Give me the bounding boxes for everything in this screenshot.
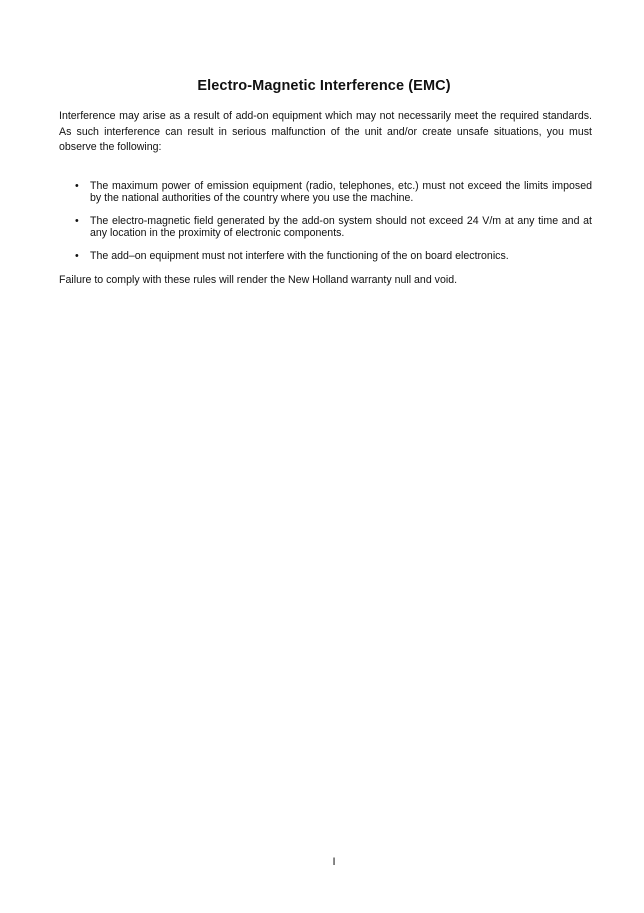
list-item-text: The add–on equipment must not interfere with the functioning of the on board electronics. bbox=[90, 250, 509, 262]
list-item-text: The electro-magnetic field generated by the add-on system should not exceed 24 V/m at any time and at any location in the proximity of electronic components. bbox=[90, 215, 592, 239]
bullet-icon: • bbox=[75, 215, 79, 227]
warranty-note: Failure to comply with these rules will render the New Holland warranty null and void. bbox=[59, 274, 458, 286]
list-item bbox=[59, 215, 592, 239]
list-item bbox=[59, 180, 592, 204]
page-title: Electro-Magnetic Interference (EMC) bbox=[197, 78, 451, 94]
list-item-text: The maximum power of emission equipment (radio, telephones, etc.) must not exceed the limits imposed by the national authorities of the country where you use the machine. bbox=[90, 180, 592, 204]
page-number: I bbox=[332, 856, 336, 868]
bullet-icon: • bbox=[75, 250, 79, 262]
bullet-icon: • bbox=[75, 180, 79, 192]
requirements-list bbox=[59, 180, 592, 273]
list-item bbox=[59, 250, 592, 262]
intro-paragraph: Interference may arise as a result of add-on equipment which may not necessarily meet the required standards. As such interference can result in serious malfunction of the unit and/or create unsafe situations, you must observe the following: bbox=[59, 110, 592, 153]
